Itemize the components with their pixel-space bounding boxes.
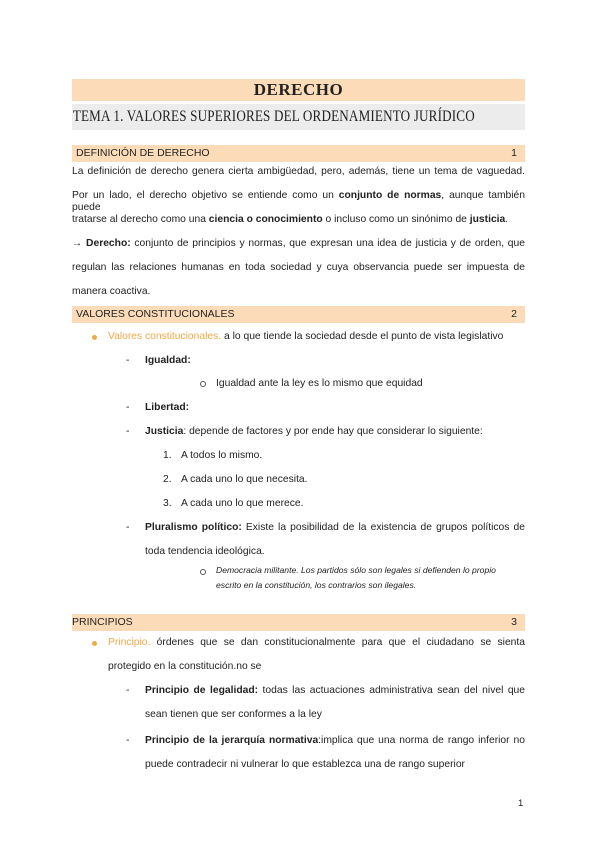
bold-run: conjunto de normas [338, 190, 442, 201]
list-item [145, 426, 483, 438]
text-run: órdenes que se dan constitucionalmente para que el ciudadano se sienta [150, 637, 525, 648]
topic-title-text: TEMA 1. VALORES SUPERIORES DEL ORDENAMIENTO JURÍDICO [72, 108, 475, 125]
note-line: escrito en la constitución, los contrarios son ilegales. [216, 580, 417, 590]
bold-run: Derecho: [86, 238, 131, 249]
paragraph-line [72, 238, 525, 250]
list-number: 3. [163, 498, 172, 509]
page-number: 1 [518, 798, 524, 809]
bullet-icon [92, 641, 97, 646]
list-number: 2. [163, 474, 172, 485]
bold-run: Principio de legalidad: [145, 685, 259, 696]
text-run: . [505, 214, 509, 225]
highlight-run: Principio. [108, 637, 151, 648]
dash-icon: - [126, 355, 130, 366]
section-label: PRINCIPIOS [72, 616, 133, 628]
list-item [145, 735, 525, 747]
list-item [145, 402, 189, 414]
list-item [145, 522, 525, 534]
text-run: todas las actuaciones administrativa sean del nivel que [258, 685, 526, 696]
text-run: tratarse al derecho como una [72, 214, 209, 225]
section-number: 3 [511, 616, 517, 628]
highlight-run: Valores constitucionales. [108, 331, 222, 342]
bullet-icon [92, 335, 97, 340]
list-item [145, 685, 525, 697]
text-run: :implica que una norma de rango inferior no [318, 735, 525, 746]
dash-icon: - [126, 522, 130, 533]
text-run: : depende de factores y por ende hay que considerar lo siguiente: [183, 426, 483, 437]
bold-run: ciencia o conocimiento [208, 214, 323, 225]
text-run: Existe la posibilidad de la existencia de grupos políticos de [241, 522, 525, 533]
section-header-valores [72, 306, 525, 323]
section-number: 2 [511, 308, 517, 320]
list-item-continuation: protegido en la constitución.no se [108, 661, 262, 672]
paragraph-line: regulan las relaciones humanas en toda sociedad y cuya observancia puede ser impuesta de [72, 262, 525, 273]
text-run: , aunque también puede [72, 190, 525, 213]
list-item-continuation: sean tienen que ser conformes a la ley [145, 709, 322, 720]
text-run: conjunto de principios y normas, que expresan una idea de justicia y de orden, que [130, 238, 525, 249]
list-item-continuation: puede contradecir ni vulnerar lo que establezca una de rango superior [145, 759, 465, 770]
list-item-continuation: toda tendencia ideológica. [145, 546, 265, 557]
bold-run: Libertad: [145, 402, 190, 413]
dash-icon: - [126, 735, 130, 746]
bold-run: Pluralismo político: [145, 522, 242, 533]
list-item: A cada uno lo que merece. [181, 498, 304, 509]
list-item: Igualdad ante la ley es lo mismo que equidad [216, 378, 423, 389]
circle-bullet-icon [200, 381, 206, 387]
arrow-icon: → [72, 238, 87, 249]
text-run: Por un lado, el derecho objetivo se entiende como un [72, 190, 339, 201]
paragraph-line [72, 214, 508, 226]
paragraph-line: La definición de derecho genera cierta ambigüedad, pero, además, tiene un tema de vaguedad. [72, 166, 525, 177]
list-item [108, 637, 525, 649]
topic-title [72, 104, 525, 130]
bold-run: Principio de la jerarquía normativa [145, 735, 319, 746]
section-number: 1 [511, 147, 517, 159]
bold-run: justicia [469, 214, 506, 225]
bold-run: Igualdad: [145, 355, 191, 366]
list-item [145, 355, 191, 367]
section-header-principios [72, 614, 525, 631]
note-line: Democracia militante. Los partidos sólo son legales si defienden lo propio [216, 565, 496, 575]
list-item: A todos lo mismo. [181, 450, 263, 461]
section-header-definicion [72, 145, 525, 162]
dash-icon: - [126, 426, 130, 437]
document-title: DERECHO [72, 79, 525, 101]
list-item: A cada uno lo que necesita. [181, 474, 308, 485]
text-run: a lo que tiende la sociedad desde el punto de vista legislativo [221, 331, 504, 342]
text-run: o incluso como un sinónimo de [322, 214, 470, 225]
paragraph-line: manera coactiva. [72, 286, 151, 297]
list-item [108, 331, 503, 343]
dash-icon: - [126, 402, 130, 413]
paragraph-line [72, 190, 525, 214]
bold-run: Justicia [145, 426, 184, 437]
dash-icon: - [126, 685, 130, 696]
section-label: VALORES CONSTITUCIONALES [76, 308, 235, 320]
list-number: 1. [163, 450, 172, 461]
circle-bullet-icon [200, 569, 206, 575]
section-label: DEFINICIÓN DE DERECHO [76, 147, 210, 159]
